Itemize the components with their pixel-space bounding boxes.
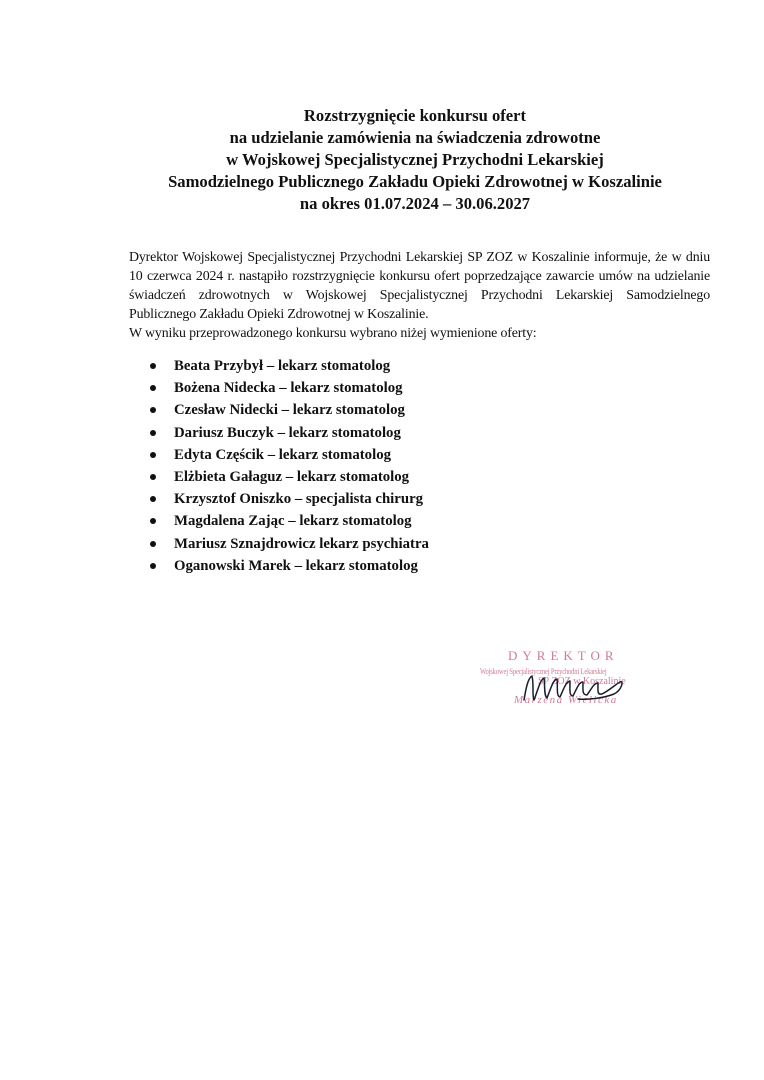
list-item [150,444,429,466]
intro-text [129,248,710,343]
bullet-icon [150,385,156,391]
list-item-text: Oganowski Marek – lekarz stomatolog [174,557,418,574]
title-line-4: Samodzielnego Publicznego Zakładu Opieki Zdrowotnej w Koszalinie [168,172,662,191]
bullet-icon [150,430,156,436]
bullet-icon [150,518,156,524]
list-item [150,488,429,510]
list-item-text: Czesław Nidecki – lekarz stomatolog [174,402,405,419]
bullet-icon [150,452,156,458]
list-item [150,377,429,399]
stamp-title: DYREKTOR [508,648,619,663]
list-item [150,555,429,577]
stamp-institution: Wojskowej Specjalistycznej Przychodni Lekarskiej [480,667,607,676]
list-item [150,399,429,421]
list-item [150,355,429,377]
list-item [150,422,429,444]
list-item [150,510,429,532]
document-title [120,105,710,215]
stamp-unit: SP ZOZ w Koszalinie [538,676,626,687]
title-line-3: w Wojskowej Specjalistycznej Przychodni Lekarskiej [226,150,604,169]
list-item-text: Beata Przybył – lekarz stomatolog [174,358,391,374]
list-item [150,466,429,488]
list-item-text: Edyta Częścik – lekarz stomatolog [174,446,391,463]
bullet-icon [150,496,156,502]
intro-line-2: W wyniku przeprowadzonego konkursu wybrano niżej wymienione oferty: [129,326,537,341]
list-item-text: Magdalena Zając – lekarz stomatolog [174,513,412,530]
list-item-text: Krzysztof Oniszko – specjalista chirurg [174,491,424,508]
list-item-text: Elżbieta Gałaguz – lekarz stomatolog [174,469,410,486]
bullet-icon [150,363,156,369]
stamp-name: Marzena Wielicka [514,694,618,706]
handwritten-signature-icon [518,670,628,706]
title-line-5: na okres 01.07.2024 – 30.06.2027 [299,194,531,213]
bullet-icon [150,407,156,413]
director-stamp [480,648,650,718]
title-line-1: Rozstrzygnięcie konkursu ofert [303,106,527,125]
list-item-text: Dariusz Buczyk – lekarz stomatolog [174,424,401,441]
bullet-icon [150,541,156,547]
offers-list [150,355,429,577]
list-item-text: Mariusz Sznajdrowicz lekarz psychiatra [174,535,429,552]
list-item [150,533,429,555]
title-line-2: na udzielanie zamówienia na świadczenia zdrowotne [229,128,601,147]
intro-paragraph: Dyrektor Wojskowej Specjalistycznej Przychodni Lekarskiej SP ZOZ w Koszalinie informuje, że w dniu 10 czerwca 2024 r. nastąpiło rozstrzygnięcie konkursu ofert poprzedzające zawarcie umów na udzielanie świadczeń zdrowotnych w Wojskowej Specjalistycznej Przychodni Lekarskiej Samodzielnego Publicznego Zakładu Opieki Zdrowotnej w Koszalinie. [129,250,710,322]
bullet-icon [150,563,156,569]
list-item-text: Bożena Nidecka – lekarz stomatolog [174,380,403,397]
bullet-icon [150,474,156,480]
